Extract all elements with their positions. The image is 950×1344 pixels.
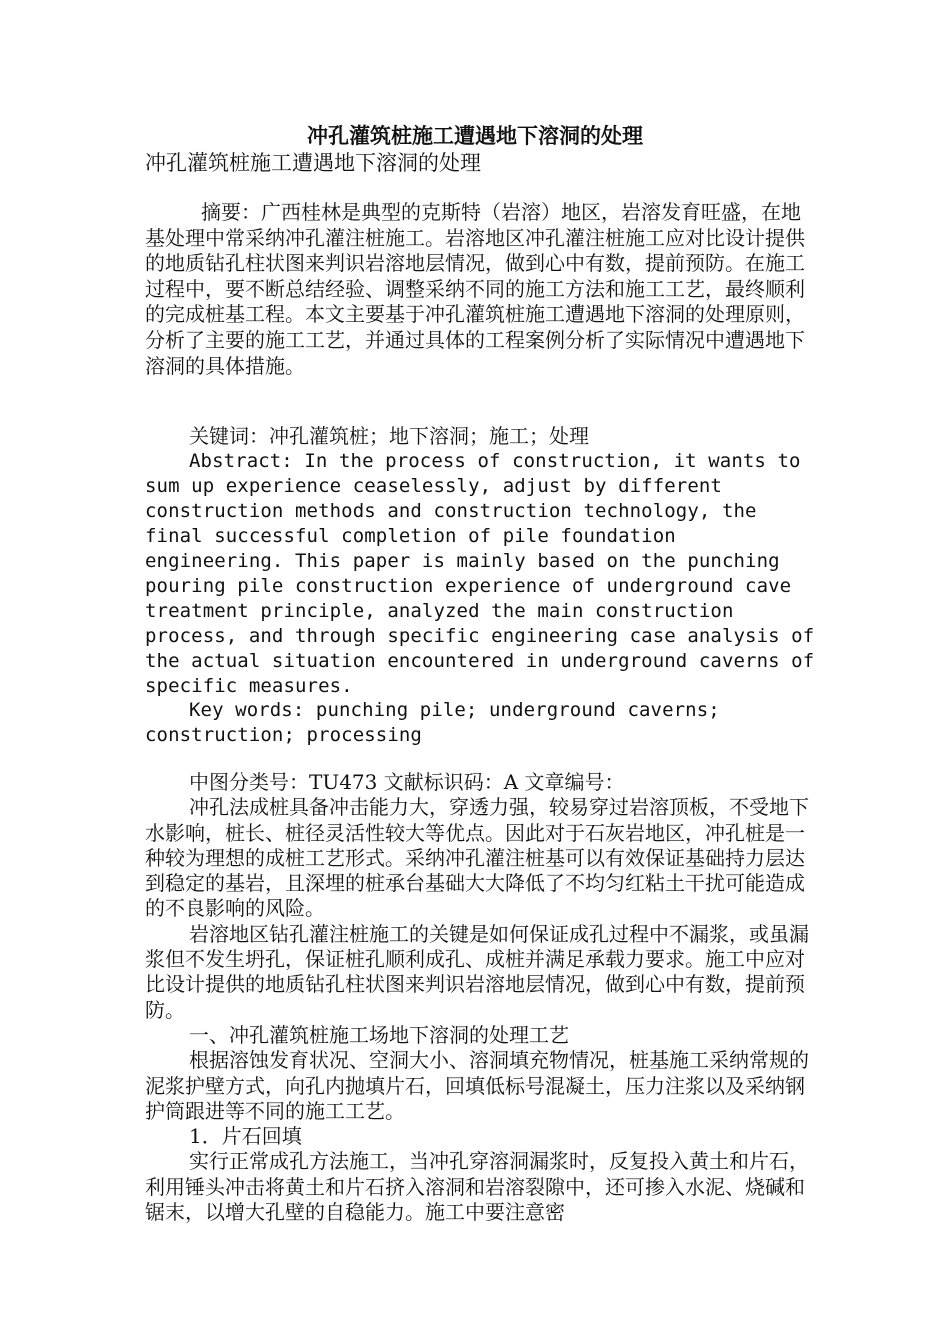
keywords-english: Key words: punching pile; underground caverns; construction; processing xyxy=(145,699,720,746)
body-text xyxy=(145,770,815,1225)
subsection-heading: 1．片石回填 xyxy=(189,1124,302,1149)
document-title: 冲孔灌筑桩施工遭遇地下溶洞的处理 xyxy=(307,123,643,148)
abstract-chinese: 摘要：广西桂林是典型的克斯特（岩溶）地区，岩溶发育旺盛，在地基处理中常采纳冲孔灌注桩施工。岩溶地区冲孔灌注桩施工应对比设计提供的地质钻孔柱状图来判识岩溶地层情况，做到心中有数，提前预防。在施工过程中，要不断总结经验、调整采纳不同的施工方法和施工工艺，最终顺利的完成桩基工程。本文主要基于冲孔灌筑桩施工遭遇地下溶洞的处理原则，分析了主要的施工工艺，并通过具体的工程案例分析了实际情况中遭遇地下溶洞的具体措施。 xyxy=(145,200,805,378)
section-heading: 一、冲孔灌筑桩施工场地下溶洞的处理工艺 xyxy=(189,1022,569,1047)
body-paragraph: 实行正常成孔方法施工，当冲孔穿溶洞漏浆时，反复投入黄土和片石，利用锤头冲击将黄土和片石挤入溶洞和岩溶裂隙中，还可掺入水泥、烧碱和锯末，以增大孔壁的自稳能力。施工中要注意密 xyxy=(145,1149,809,1225)
document-subtitle: 冲孔灌筑桩施工遭遇地下溶洞的处理 xyxy=(145,151,481,175)
keywords-chinese: 关键词：冲孔灌筑桩；地下溶洞；施工；处理 xyxy=(189,424,589,448)
body-paragraph: 根据溶蚀发育状况、空洞大小、溶洞填充物情况，桩基施工采纳常规的泥浆护壁方式，向孔内抛填片石，回填低标号混凝土，压力注浆以及采纳钢护筒跟进等不同的施工工艺。 xyxy=(145,1048,809,1123)
classification-line: 中图分类号：TU473 文献标识码：A 文章编号： xyxy=(189,770,625,794)
abstract-english: Abstract: In the process of construction, it wants to sum up experience ceaselessly, adjust by different construction methods and construction technology, the final successful completion of pile foundation engineering. This paper is mainly based on the punching pouring pile construction experience of underground cave treatment principle, analyzed the main construction process, and through specific engineering case analysis of the actual situation encountered in underground caverns of specific measures. xyxy=(145,450,815,697)
body-paragraph: 岩溶地区钻孔灌注桩施工的关键是如何保证成孔过程中不漏浆，或虽漏浆但不发生坍孔，保证桩孔顺利成孔、成桩并满足承载力要求。施工中应对比设计提供的地质钻孔柱状图来判识岩溶地层情况，做到心中有数，提前预防。 xyxy=(145,921,809,1022)
body-paragraph: 冲孔法成桩具备冲击能力大，穿透力强，较易穿过岩溶顶板，不受地下水影响，桩长、桩径灵活性较大等优点。因此对于石灰岩地区，冲孔桩是一种较为理想的成桩工艺形式。采纳冲孔灌注桩基可以有效保证基础持力层达到稳定的基岩，且深埋的桩承台基础大大降低了不均匀红粘土干扰可能造成的不良影响的风险。 xyxy=(145,795,809,921)
